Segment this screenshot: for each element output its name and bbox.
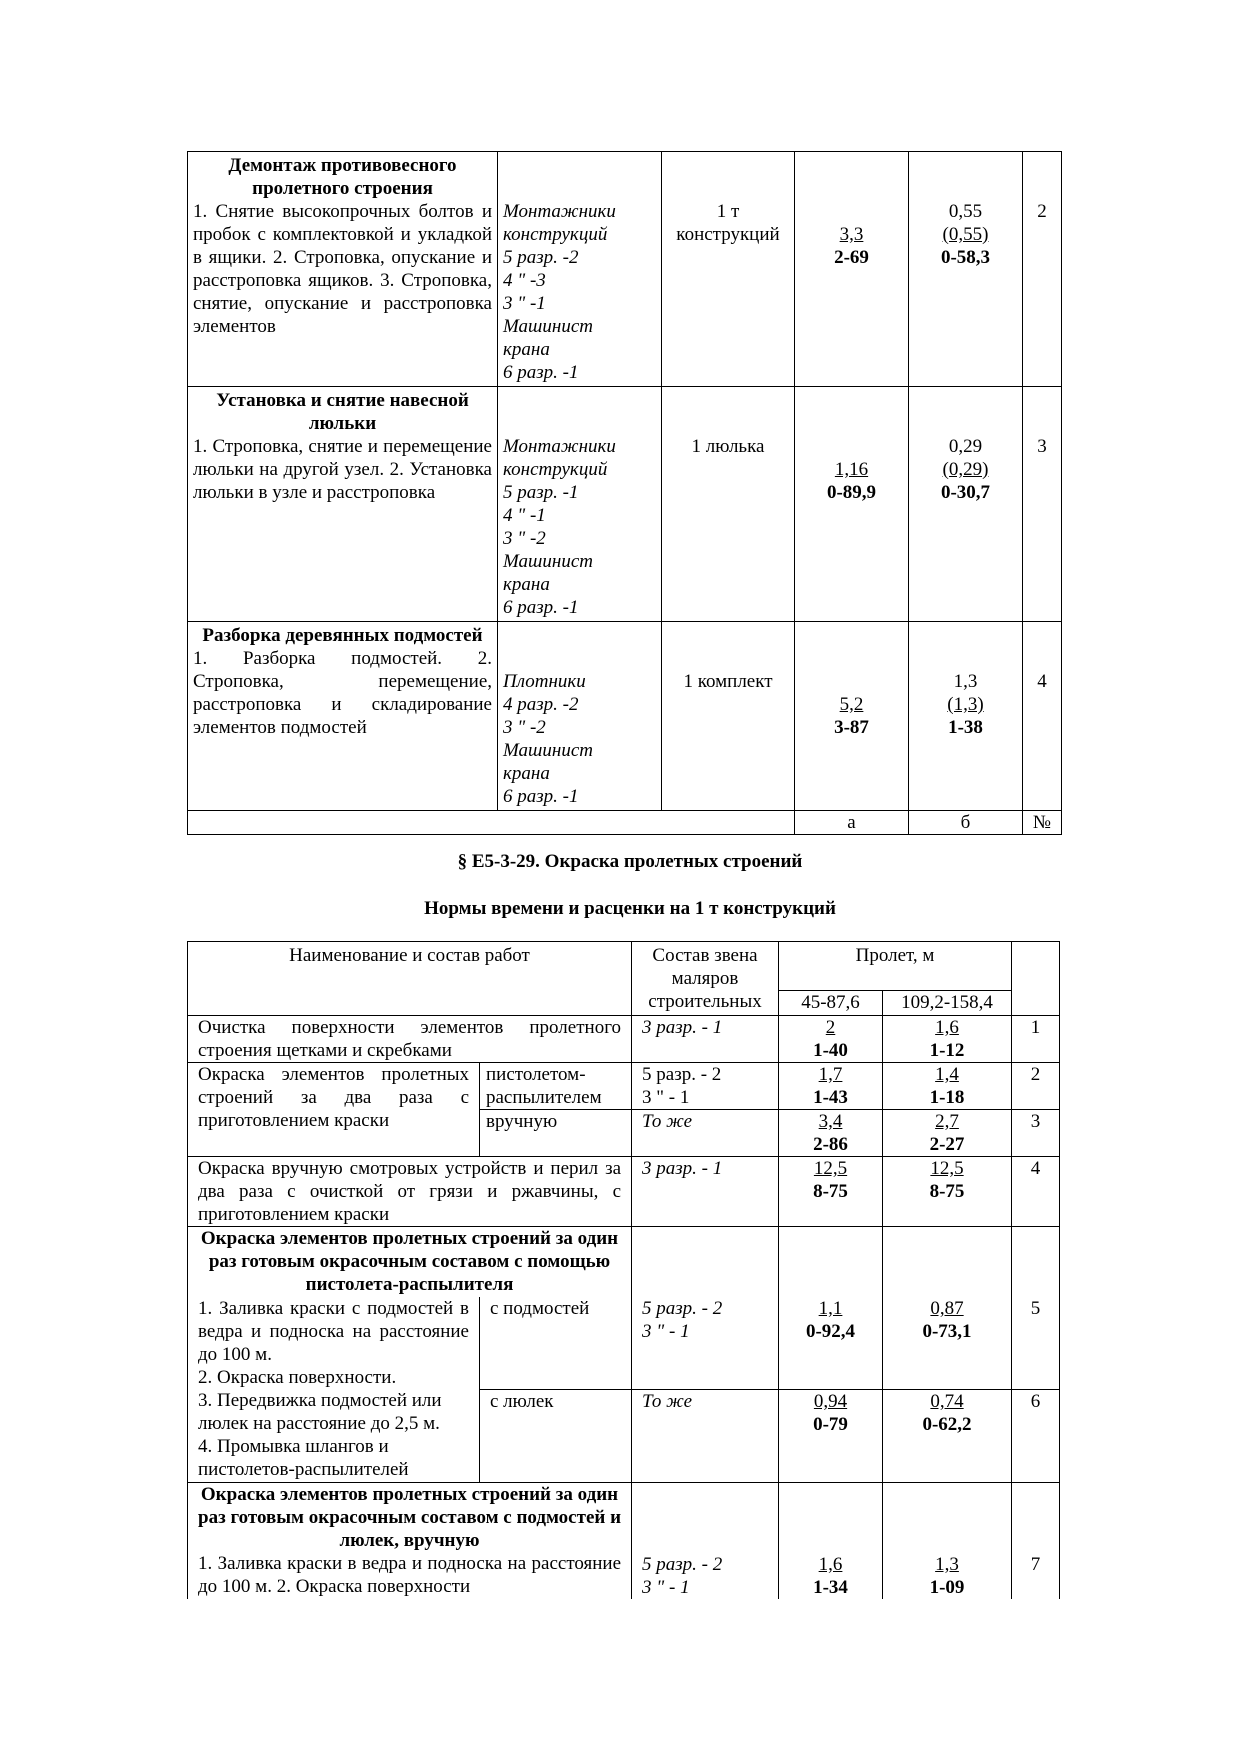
measurement-unit: 1 люлька	[662, 387, 795, 622]
work-method: пистолетом-распылителем	[480, 1063, 632, 1110]
row-number: 4	[1023, 622, 1062, 811]
crew-line: Машинист	[503, 551, 593, 572]
price: 0-79	[813, 1414, 848, 1435]
work-method: с подмостей	[480, 1297, 632, 1390]
painting-norms-table	[187, 941, 1060, 1599]
price: 8-75	[813, 1181, 848, 1202]
value-b	[909, 152, 1023, 387]
price: 0-62,2	[922, 1414, 972, 1435]
crew-line: 5 разр. - 2	[642, 1298, 723, 1319]
column-label-b: б	[909, 811, 1023, 835]
row-number: 3	[1023, 387, 1062, 622]
time-norm: 2,7	[935, 1111, 959, 1132]
price: 2-69	[834, 247, 869, 268]
crew-composition: То же	[632, 1110, 779, 1157]
row-number: 2	[1023, 152, 1062, 387]
time-norm: 0,29	[948, 436, 983, 457]
crew-composition	[632, 1483, 779, 1600]
time-norm: 1,3	[953, 671, 978, 692]
table-row	[188, 387, 1062, 622]
work-method: с люлек	[480, 1390, 632, 1483]
work-description: Очистка поверхности элементов пролетного строения щетками и скребками	[188, 1016, 632, 1063]
value-span-1	[779, 1227, 883, 1390]
work-title: Разборка деревянных подмостей	[202, 625, 483, 646]
work-description: Окраска элементов пролетных строений за два раза с приготовлением краски	[188, 1063, 480, 1157]
crew-composition	[632, 1063, 779, 1110]
price: 0-92,4	[805, 1321, 856, 1342]
time-norm: 3,4	[818, 1111, 843, 1132]
value-span-2	[883, 1063, 1012, 1110]
price: 1-34	[813, 1577, 848, 1598]
crew-line: конструкций	[503, 224, 608, 245]
row-number: 6	[1012, 1390, 1060, 1483]
time-norm: 5,2	[839, 694, 864, 715]
value-a	[795, 152, 909, 387]
price: 2-27	[929, 1134, 965, 1155]
value-span-2	[883, 1016, 1012, 1063]
header-span: Пролет, м	[779, 942, 1012, 991]
value-b	[909, 387, 1023, 622]
time-norm: 0,94	[813, 1391, 848, 1412]
price: 1-18	[929, 1087, 965, 1108]
work-description	[188, 1483, 632, 1600]
time-norm: 1,6	[935, 1017, 959, 1038]
price: 0-73,1	[922, 1321, 972, 1342]
crew-composition	[498, 387, 662, 622]
value-a	[795, 387, 909, 622]
table-row	[188, 1016, 1060, 1063]
work-title: Окраска элементов пролетных строений за один раз готовым окрасочным составом с помощью пистолета-распылителя	[188, 1227, 632, 1297]
price: 1-40	[813, 1040, 848, 1061]
crew-line: 6 разр. -1	[503, 362, 579, 383]
crew-line: 5 разр. - 2	[642, 1064, 722, 1085]
crew-line: 4 " -3	[503, 270, 546, 291]
time-norm-alt: (0,55)	[942, 224, 989, 245]
work-steps	[188, 1297, 480, 1483]
time-norm: 1,3	[935, 1554, 959, 1575]
header-number-cell	[1012, 942, 1060, 1016]
crew-composition: То же	[632, 1390, 779, 1483]
time-norm: 0,55	[948, 201, 983, 222]
value-span-2	[883, 1483, 1012, 1600]
crew-line: 5 разр. - 2	[642, 1554, 723, 1575]
value-span-2	[883, 1157, 1012, 1227]
value-span-1	[779, 1063, 883, 1110]
header-crew-line: строительных	[648, 991, 762, 1012]
row-number: 3	[1012, 1110, 1060, 1157]
crew-line: 6 разр. -1	[503, 786, 579, 807]
header-crew	[632, 942, 779, 1016]
measurement-unit: 1 комплект	[662, 622, 795, 811]
crew-line: 3 " - 1	[642, 1321, 690, 1342]
crew-line: 5 разр. -2	[503, 247, 579, 268]
table-subtitle: Нормы времени и расценки на 1 т конструкций	[424, 898, 836, 919]
price: 1-43	[813, 1087, 848, 1108]
price: 1-09	[929, 1577, 965, 1598]
price: 2-86	[813, 1134, 848, 1155]
row-number: 5	[1012, 1227, 1060, 1390]
section-title: § Е5-3-29. Окраска пролетных строений	[457, 851, 803, 872]
time-norm-alt: (0,29)	[942, 459, 989, 480]
value-span-1	[779, 1483, 883, 1600]
table-footer-row	[188, 811, 1062, 835]
crew-line: крана	[503, 763, 550, 784]
header-span-1: 45-87,6	[779, 990, 883, 1015]
value-a	[795, 622, 909, 811]
crew-line: 3 " -2	[503, 717, 546, 738]
time-norm: 0,87	[930, 1298, 964, 1319]
value-span-2	[883, 1390, 1012, 1483]
work-steps: 1. Разборка подмостей. 2. Строповка, перемещение, расстроповка и складирование элементов подмостей	[193, 648, 492, 738]
work-step: 4. Промывка шлангов и пистолетов-распылителей	[198, 1435, 409, 1480]
value-b	[909, 622, 1023, 811]
table-row	[188, 152, 1062, 387]
time-norm-alt: (1,3)	[947, 694, 984, 715]
crew-line: крана	[503, 339, 550, 360]
table-row	[188, 1227, 1060, 1297]
crew-line: крана	[503, 574, 550, 595]
time-norm: 1,4	[935, 1064, 959, 1085]
time-norm: 1,6	[818, 1554, 843, 1575]
value-span-2	[883, 1227, 1012, 1390]
work-step: 2. Окраска поверхности.	[198, 1366, 397, 1388]
row-number: 2	[1012, 1063, 1060, 1110]
crew-composition: 3 разр. - 1	[632, 1157, 779, 1227]
time-norm: 12,5	[813, 1158, 848, 1179]
value-span-1	[779, 1110, 883, 1157]
crew-line: Монтажники	[503, 436, 616, 457]
work-description	[188, 622, 498, 811]
work-steps: 1. Снятие высокопрочных болтов и пробок с комплектовкой и укладкой в ящики. 2. Строповка, опускание и расстроповка ящиков. 3. Строповка, снятие, опускание и расстроповка элементов	[193, 201, 492, 337]
crew-line: Машинист	[503, 740, 593, 761]
work-title: Демонтаж противовесного пролетного строения	[228, 155, 457, 199]
time-norm: 12,5	[930, 1158, 964, 1179]
time-norm: 2	[825, 1017, 836, 1038]
time-norm: 3,3	[839, 224, 864, 245]
time-norm: 1,1	[818, 1298, 843, 1319]
work-title: Окраска элементов пролетных строений за один раз готовым окрасочным составом с подмостей и люлек, вручную	[198, 1484, 622, 1551]
row-number: 7	[1012, 1483, 1060, 1600]
work-step: 1. Заливка краски с подмостей в ведра и подноска на расстояние до 100 м.	[198, 1297, 469, 1365]
crew-line: Монтажники	[503, 201, 616, 222]
table-row	[188, 622, 1062, 811]
value-span-1	[779, 1157, 883, 1227]
header-span-2: 109,2-158,4	[883, 990, 1012, 1015]
work-description	[188, 387, 498, 622]
table-row	[188, 1063, 1060, 1110]
table-row	[188, 1483, 1060, 1600]
time-norm: 1,16	[834, 459, 869, 480]
norms-table-continued	[187, 151, 1062, 835]
value-span-2	[883, 1110, 1012, 1157]
value-span-1	[779, 1016, 883, 1063]
crew-composition: 3 разр. - 1	[632, 1016, 779, 1063]
price: 0-58,3	[940, 247, 991, 268]
crew-line: 3 " -2	[503, 528, 546, 549]
footer-empty-cell	[188, 811, 795, 835]
time-norm: 0,74	[930, 1391, 964, 1412]
column-label-number: №	[1023, 811, 1062, 835]
crew-line: 5 разр. -1	[503, 482, 579, 503]
work-description: Окраска вручную смотровых устройств и перил за два раза с очисткой от грязи и ржавчины, с приготовлением краски	[188, 1157, 632, 1227]
time-norm: 1,7	[818, 1064, 843, 1085]
crew-line: 4 разр. -2	[503, 694, 579, 715]
value-span-1	[779, 1390, 883, 1483]
crew-composition	[498, 152, 662, 387]
work-title: Установка и снятие навесной люльки	[216, 390, 469, 434]
crew-line: 4 " -1	[503, 505, 546, 526]
header-row	[188, 942, 1060, 991]
price: 8-75	[929, 1181, 965, 1202]
crew-line: 3 " -1	[503, 293, 546, 314]
crew-line: 3 " - 1	[642, 1577, 690, 1598]
crew-line: Плотники	[503, 671, 586, 692]
price: 3-87	[834, 717, 869, 738]
work-method: вручную	[480, 1110, 632, 1157]
work-description	[188, 152, 498, 387]
crew-line: конструкций	[503, 459, 608, 480]
crew-line: Машинист	[503, 316, 593, 337]
work-steps: 1. Строповка, снятие и перемещение люльки на другой узел. 2. Установка люльки в узле и расстроповка	[193, 436, 492, 503]
crew-composition	[632, 1227, 779, 1390]
price: 1-12	[929, 1040, 965, 1061]
price: 0-89,9	[826, 482, 877, 503]
row-number: 4	[1012, 1157, 1060, 1227]
crew-line: 6 разр. -1	[503, 597, 579, 618]
crew-composition	[498, 622, 662, 811]
row-number: 1	[1012, 1016, 1060, 1063]
column-label-a: а	[795, 811, 909, 835]
crew-line: 3 " - 1	[642, 1087, 690, 1108]
work-step: 3. Передвижка подмостей или люлек на расстояние до 2,5 м.	[198, 1389, 442, 1434]
work-steps: 1. Заливка краски в ведра и подноска на расстояние до 100 м. 2. Окраска поверхности	[198, 1553, 622, 1597]
table-row	[188, 1157, 1060, 1227]
header-work-name: Наименование и состав работ	[188, 942, 632, 1016]
measurement-unit: 1 т конструкций	[662, 152, 795, 387]
price: 1-38	[948, 717, 983, 738]
price: 0-30,7	[940, 482, 991, 503]
header-crew-line: Состав звена маляров	[652, 945, 758, 989]
